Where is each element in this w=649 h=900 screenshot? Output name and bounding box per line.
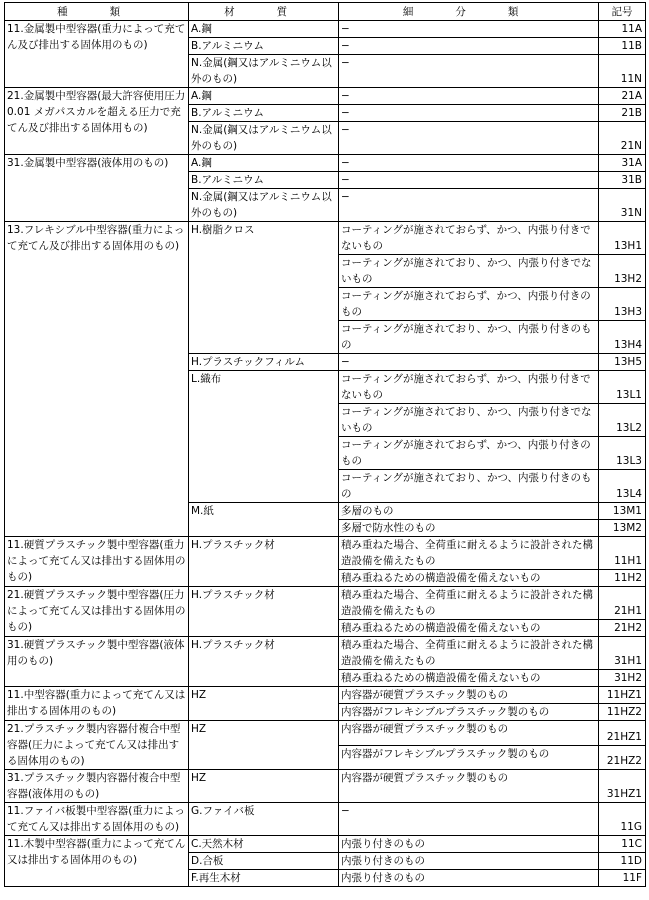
subdivision-cell: − — [339, 189, 599, 222]
subdivision-cell: 多層で防水性のもの — [339, 520, 599, 537]
header-row — [5, 3, 646, 21]
code-cell: 13H2 — [599, 255, 646, 288]
kind-cell: 11.硬質プラスチック製中型容器(重力によって充てん又は排出する固体用のもの) — [5, 537, 189, 587]
header-material: 材 質 — [189, 3, 339, 21]
code-cell: 21H1 — [599, 587, 646, 620]
material-cell: N.金属(鋼又はアルミニウム以外のもの) — [189, 122, 339, 155]
material-cell: N.金属(鋼又はアルミニウム以外のもの) — [189, 55, 339, 88]
code-cell: 11C — [599, 836, 646, 853]
subdivision-cell: − — [339, 803, 599, 836]
code-cell: 31H2 — [599, 670, 646, 687]
kind-cell: 31.プラスチック製内容器付複合中型容器(液体用のもの) — [5, 770, 189, 803]
code-cell: 11HZ1 — [599, 687, 646, 704]
material-cell: M.紙 — [189, 503, 339, 537]
material-cell: C.天然木材 — [189, 836, 339, 853]
code-cell: 31B — [599, 172, 646, 189]
code-cell: 31N — [599, 189, 646, 222]
code-cell: 13L4 — [599, 470, 646, 503]
ibc-classification-table — [4, 2, 646, 887]
code-cell: 11HZ2 — [599, 704, 646, 721]
material-cell: A.鋼 — [189, 155, 339, 172]
subdivision-cell: 内張り付きのもの — [339, 853, 599, 870]
code-cell: 11D — [599, 853, 646, 870]
code-cell: 31HZ1 — [599, 770, 646, 803]
subdivision-cell: − — [339, 105, 599, 122]
material-cell: HZ — [189, 721, 339, 770]
subdivision-cell: 内張り付きのもの — [339, 870, 599, 887]
code-cell: 13M2 — [599, 520, 646, 537]
subdivision-cell: 積み重ねるための構造設備を備えないもの — [339, 570, 599, 587]
material-cell: H.プラスチックフィルム — [189, 354, 339, 371]
subdivision-cell: コーティングが施されておらず、かつ、内張り付きのもの — [339, 288, 599, 321]
table-row — [5, 770, 646, 803]
subdivision-cell: − — [339, 55, 599, 88]
subdivision-cell: 積み重ねた場合、全荷重に耐えるように設計された構造設備を備えたもの — [339, 587, 599, 620]
code-cell: 21H2 — [599, 620, 646, 637]
header-code: 記号 — [599, 3, 646, 21]
subdivision-cell: − — [339, 172, 599, 189]
code-cell: 13L2 — [599, 404, 646, 437]
code-cell: 13H3 — [599, 288, 646, 321]
table-row — [5, 537, 646, 570]
kind-cell: 21.プラスチック製内容器付複合中型容器(圧力によって充てん又は排出する固体用のもの) — [5, 721, 189, 770]
code-cell: 13H4 — [599, 321, 646, 354]
material-cell: A.鋼 — [189, 88, 339, 105]
material-cell: HZ — [189, 687, 339, 721]
kind-cell: 31.金属製中型容器(液体用のもの) — [5, 155, 189, 222]
table-row — [5, 587, 646, 620]
subdivision-cell: − — [339, 155, 599, 172]
code-cell: 11F — [599, 870, 646, 887]
table-row — [5, 721, 646, 746]
material-cell: HZ — [189, 770, 339, 803]
code-cell: 13H1 — [599, 222, 646, 255]
subdivision-cell: コーティングが施されておらず、かつ、内張り付きのもの — [339, 437, 599, 470]
material-cell: B.アルミニウム — [189, 105, 339, 122]
code-cell: 31A — [599, 155, 646, 172]
material-cell: H.プラスチック材 — [189, 637, 339, 687]
code-cell: 13L1 — [599, 371, 646, 404]
material-cell: N.金属(鋼又はアルミニウム以外のもの) — [189, 189, 339, 222]
subdivision-cell: コーティングが施されておらず、かつ、内張り付きでないもの — [339, 371, 599, 404]
subdivision-cell: − — [339, 122, 599, 155]
subdivision-cell: 内容器がフレキシブルプラスチック製のもの — [339, 745, 599, 770]
kind-cell: 11.木製中型容器(重力によって充てん又は排出する固体用のもの) — [5, 836, 189, 887]
kind-cell: 31.硬質プラスチック製中型容器(液体用のもの) — [5, 637, 189, 687]
subdivision-cell: コーティングが施されておらず、かつ、内張り付きでないもの — [339, 222, 599, 255]
table-row — [5, 803, 646, 836]
table-row — [5, 836, 646, 853]
code-cell: 11A — [599, 21, 646, 38]
code-cell: 11G — [599, 803, 646, 836]
material-cell: L.織布 — [189, 371, 339, 503]
kind-cell: 21.金属製中型容器(最大許容使用圧力 0.01 メガパスカルを超える圧力で充てん及び排出する固体用もの) — [5, 88, 189, 155]
material-cell: H.プラスチック材 — [189, 537, 339, 587]
code-cell: 21A — [599, 88, 646, 105]
subdivision-cell: 内容器がフレキシブルプラスチック製のもの — [339, 704, 599, 721]
kind-cell: 11.金属製中型容器(重力によって充てん及び排出する固体用のもの) — [5, 21, 189, 88]
subdivision-cell: 内容器が硬質プラスチック製のもの — [339, 687, 599, 704]
code-cell: 11B — [599, 38, 646, 55]
header-subdivision: 細 分 類 — [339, 3, 599, 21]
material-cell: G.ファイバ板 — [189, 803, 339, 836]
material-cell: B.アルミニウム — [189, 38, 339, 55]
material-cell: A.鋼 — [189, 21, 339, 38]
subdivision-cell: コーティングが施されており、かつ、内張り付きでないもの — [339, 255, 599, 288]
code-cell: 13H5 — [599, 354, 646, 371]
subdivision-cell: 積み重ねるための構造設備を備えないもの — [339, 620, 599, 637]
code-cell: 31H1 — [599, 637, 646, 670]
kind-cell: 13.フレキシブル中型容器(重力によって充てん及び排出する固体用のもの) — [5, 222, 189, 537]
table-row — [5, 222, 646, 255]
table-row — [5, 155, 646, 172]
material-cell: H.プラスチック材 — [189, 587, 339, 637]
subdivision-cell: 積み重ねた場合、全荷重に耐えるように設計された構造設備を備えたもの — [339, 637, 599, 670]
material-cell: B.アルミニウム — [189, 172, 339, 189]
code-cell: 13M1 — [599, 503, 646, 520]
table-row — [5, 687, 646, 704]
table-row — [5, 637, 646, 670]
code-cell: 11H2 — [599, 570, 646, 587]
table-body — [5, 21, 646, 887]
subdivision-cell: 多層のもの — [339, 503, 599, 520]
code-cell: 11N — [599, 55, 646, 88]
subdivision-cell: コーティングが施されており、かつ、内張り付きでないもの — [339, 404, 599, 437]
subdivision-cell: 積み重ねるための構造設備を備えないもの — [339, 670, 599, 687]
subdivision-cell: − — [339, 38, 599, 55]
material-cell: F.再生木材 — [189, 870, 339, 887]
subdivision-cell: − — [339, 354, 599, 371]
header-kind: 種 類 — [5, 3, 189, 21]
subdivision-cell: 積み重ねた場合、全荷重に耐えるように設計された構造設備を備えたもの — [339, 537, 599, 570]
kind-cell: 11.中型容器(重力によって充てん又は排出する固体用のもの) — [5, 687, 189, 721]
subdivision-cell: 内張り付きのもの — [339, 836, 599, 853]
subdivision-cell: コーティングが施されており、かつ、内張り付きのもの — [339, 321, 599, 354]
code-cell: 13L3 — [599, 437, 646, 470]
material-cell: H.樹脂クロス — [189, 222, 339, 354]
kind-cell: 11.ファイバ板製中型容器(重力によって充てん又は排出する固体用のもの) — [5, 803, 189, 836]
subdivision-cell: コーティングが施されており、かつ、内張り付きのもの — [339, 470, 599, 503]
code-cell: 21HZ1 — [599, 721, 646, 746]
code-cell: 11H1 — [599, 537, 646, 570]
subdivision-cell: − — [339, 88, 599, 105]
code-cell: 21HZ2 — [599, 745, 646, 770]
subdivision-cell: 内容器が硬質プラスチック製のもの — [339, 770, 599, 803]
table-row — [5, 88, 646, 105]
kind-cell: 21.硬質プラスチック製中型容器(圧力によって充てん又は排出する固体用のもの) — [5, 587, 189, 637]
material-cell: D.合板 — [189, 853, 339, 870]
code-cell: 21B — [599, 105, 646, 122]
table-row — [5, 21, 646, 38]
subdivision-cell: 内容器が硬質プラスチック製のもの — [339, 721, 599, 746]
code-cell: 21N — [599, 122, 646, 155]
subdivision-cell: − — [339, 21, 599, 38]
